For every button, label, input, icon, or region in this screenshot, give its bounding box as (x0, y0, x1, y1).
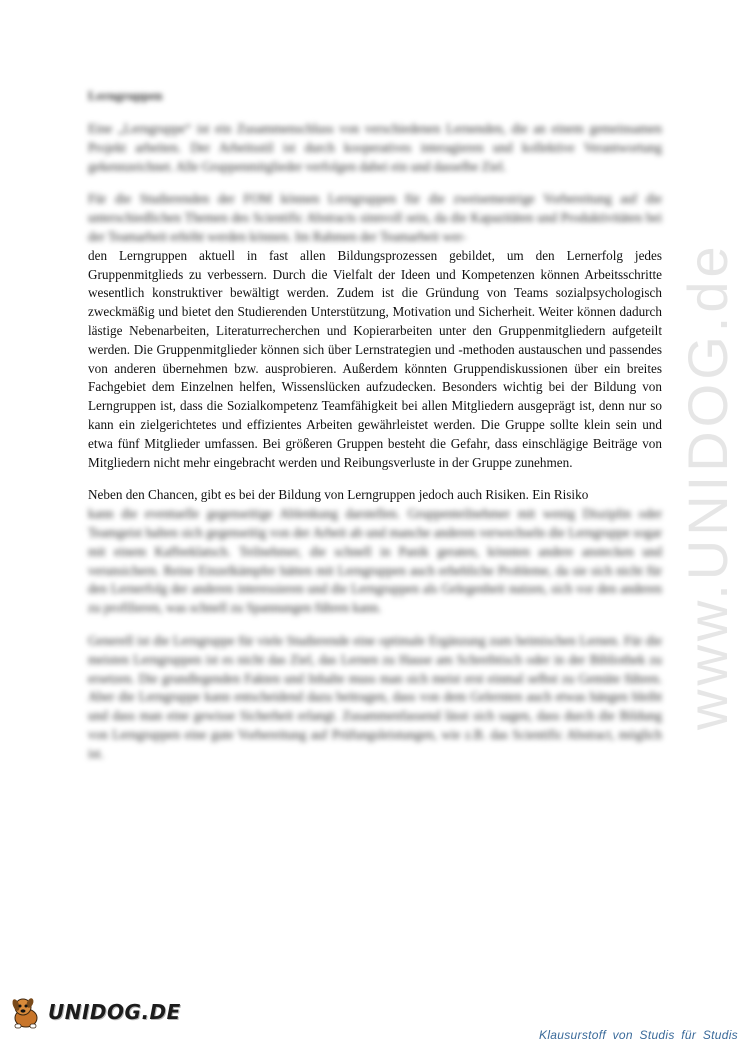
paragraph-advantages-visible: den Lerngruppen aktuell in fast allen Bildungsprozessen gebildet, um den Lernerfolg jedes Gruppenmitglieds zu verbessern. Durch die Vielfalt der Ideen und Kompetenzen können Arbeitsschritte wesentlich konstruktiver bewältigt werden. Zudem ist die Gründung von Teams sozialpsychologisch zweckmäßig und bietet den Studierenden Unterstützung, Motivation und Sicherheit. Weiter können dadurch lästige Nebenarbeiten, Literaturrecherchen und Kopierarbeiten unter den Gruppenmitgliedern aufgeteilt werden. Die Gruppenmitglieder können sich über Lernstrategien und -methoden austauschen und passendes von anderen übernehmen bzw. ausprobieren. Außerdem könnten Gruppendiskussionen über ein breites Fachgebiet dem Einzelnen helfen, Wissenslücken aufzudecken. Besonders wichtig bei der Bildung von Lerngruppen ist, dass die Sozialkompetenz Teamfähigkeit bei allen Mitgliedern ausgeprägt ist, denn nur so kann ein zielgerichtetes und effizientes Arbeiten gewährleistet werden. Die Gruppe sollte klein sein und etwa fünf Mitglieder umfassen. Bei größeren Gruppen besteht die Gefahr, dass einschlägige Beiträge von Mitgliedern nicht mehr eingebracht werden und Reibungsverluste in der Gruppe zunehmen. (88, 247, 662, 470)
footer-logo[interactable] (8, 994, 181, 1030)
paragraph-advantages-blurred: Für die Studierenden der FOM können Lerngruppen für die zweisemestrige Vorbereitung auf die unterschiedlichen Themen des Scientific Abstracts sinnvoll sein, da die Kapazitäten und Produktivitäten bei der Teamarbeit erhöht werden können. Im Rahmen der Teamarbeit wer- (88, 191, 662, 244)
paragraph-risks (88, 486, 662, 618)
paragraph-advantages (88, 190, 662, 472)
paragraph-risks-blurred: kann die eventuelle gegenseitige Ablenkung darstellen. Gruppenteilnehmer mit wenig Disziplin oder Teamgeist halten sich gegenseitig von der Arbeit ab und manche anderen verwechseln die Lerngruppe sogar mit einem Kaffeeklatsch. Teilnehmer, die schnell in Panik geraten, könnten andere anstecken und verunsichern. Reine Einzelkämpfer hätten mit Lerngruppen auch erhebliche Probleme, da sie sich nicht für den Lernerfolg der anderen interessieren und die Lerngruppen als Gelegenheit nutzen, sich vor den anderen zu profilieren, was schnell zu Spannungen führen kann. (88, 506, 662, 616)
document-body (88, 88, 662, 778)
watermark-text: www.UNIDOG.de (676, 242, 739, 730)
paragraph-definition: Eine „Lerngruppe“ ist ein Zusammenschluss von verschiedenen Lernenden, die an einem gemeinsamen Projekt arbeiten. Der Arbeitsstil ist durch kooperatives interagieren und kollektive Verantwortung gekennzeichnet. Alle Gruppenmitglieder verfolgen dabei ein und dasselbe Ziel. (88, 121, 662, 174)
logo-text: UNIDOG.DE (48, 1000, 181, 1024)
footer-slogan: Klausurstoff von Studis für Studis (539, 1028, 738, 1042)
paragraph-conclusion: Generell ist die Lerngruppe für viele Studierende eine optimale Ergänzung zum heimischen Lernen. Für die meisten Lerngruppen ist es nicht das Ziel, das Lernen zu Hause am Schreibtisch oder in der Bibliothek zu ersetzen. Die grundlegenden Fakten und Inhalte muss man sich meist erst einmal selbst zu Gemüte führen. Aber die Lerngruppe kann entscheidend dazu beitragen, dass von dem Gelernten auch etwas hängen bleibt und dass man eine gewisse Sicherheit erlangt. Zusammenfassend lässt sich sagen, dass durch die Bildung von Lerngruppen eine gute Vorbereitung auf Prüfungsleistungen, wie z.B. das Scientific Abstract, möglich ist. (88, 632, 662, 761)
dog-mascot-icon (8, 994, 44, 1030)
document-heading: Lerngruppen (88, 88, 163, 103)
paragraph-risks-visible: Neben den Chancen, gibt es bei der Bildung von Lerngruppen jedoch auch Risiken. Ein Risiko (88, 487, 589, 503)
